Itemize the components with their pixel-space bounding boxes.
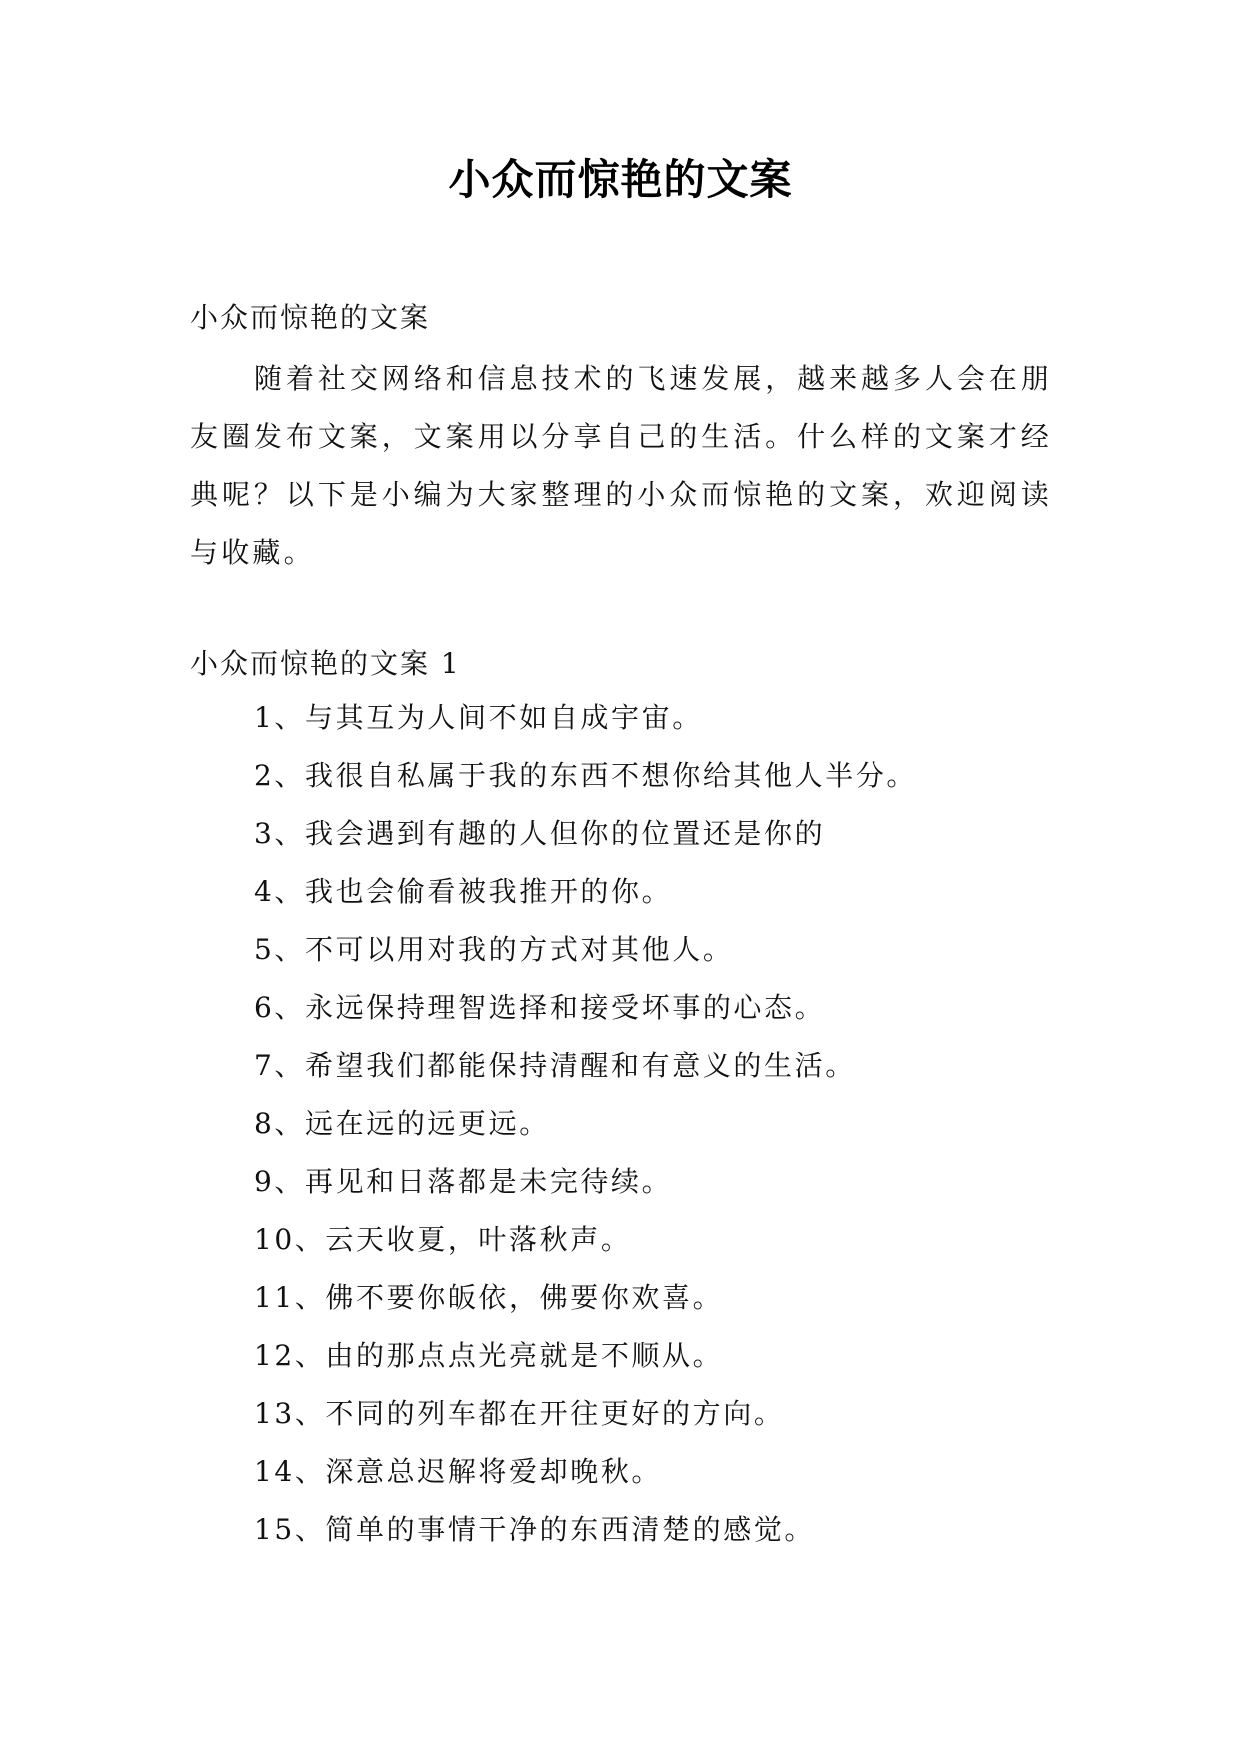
quote-item: 9、再见和日落都是未完待续。 [254,1165,673,1198]
quote-list [254,698,917,1568]
quote-item: 13、不同的列车都在开往更好的方向。 [254,1397,785,1430]
document-subtitle: 小众而惊艳的文案 [190,301,431,334]
quote-item: 10、云天收夏，叶落秋声。 [254,1223,632,1256]
quote-item: 4、我也会偷看被我推开的你。 [254,875,673,908]
quote-item: 2、我很自私属于我的东西不想你给其他人半分。 [254,759,918,792]
quote-item: 12、由的那点点光亮就是不顺从。 [254,1339,724,1372]
quote-item: 6、永远保持理智选择和接受坏事的心态。 [254,991,826,1024]
quote-item: 15、简单的事情干净的东西清楚的感觉。 [254,1513,816,1546]
quote-item: 1、与其互为人间不如自成宇宙。 [254,701,703,734]
quote-item: 8、远在远的远更远。 [254,1107,550,1140]
intro-paragraph: 随着社交网络和信息技术的飞速发展，越来越多人会在朋友圈发布文案，文案用以分享自己的生活。什么样的文案才经典呢？以下是小编为大家整理的小众而惊艳的文案，欢迎阅读与收藏。 [190,362,1052,569]
quote-item: 11、佛不要你皈依，佛要你欢喜。 [254,1281,724,1314]
document-title: 小众而惊艳的文案 [448,155,793,204]
quote-item: 14、深意总迟解将爱却晚秋。 [254,1455,663,1488]
quote-item: 3、我会遇到有趣的人但你的位置还是你的 [254,817,826,850]
quote-item: 7、希望我们都能保持清醒和有意义的生活。 [254,1049,856,1082]
section-heading: 小众而惊艳的文案 1 [190,647,461,680]
quote-item: 5、不可以用对我的方式对其他人。 [254,933,734,966]
